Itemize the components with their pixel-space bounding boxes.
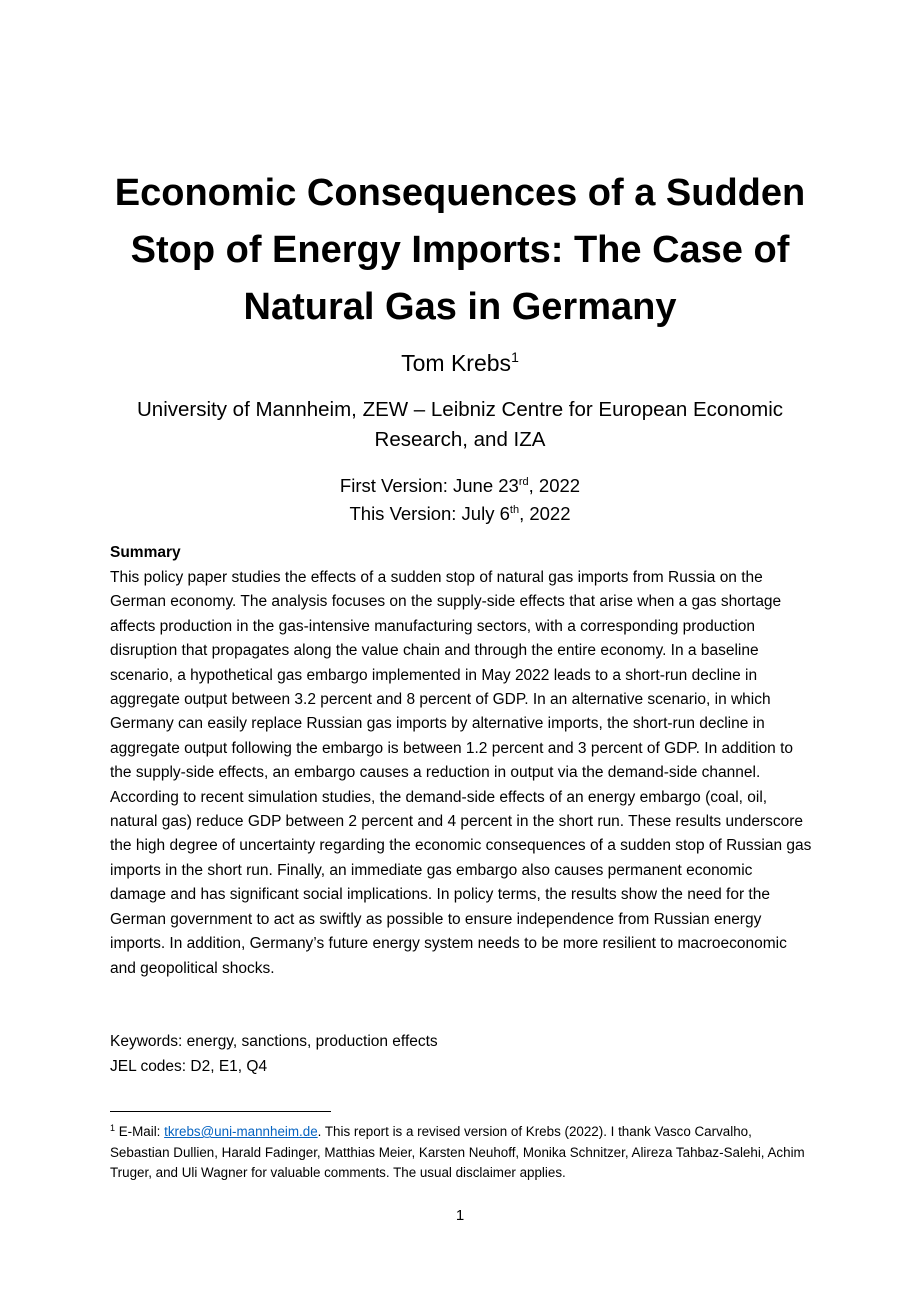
footnote-text: . This report is a revised version of Krebs (2022). I thank Vasco Carvalho, Sebastian Dullien, Harald Fadinger, Matthias Meier, Karsten Neuhoff, Monika Schnitzer, Alireza Tahbaz-Salehi, Achim Truger, and Uli Wagner for valuable comments. The usual disclaimer applies. (110, 1124, 805, 1180)
this-version-ordinal: th (509, 504, 520, 516)
author-name: Tom Krebs (401, 350, 512, 376)
this-version-year: , 2022 (519, 503, 571, 524)
jel-codes-line: JEL codes: D2, E1, Q4 (110, 1058, 268, 1075)
first-version-prefix: First Version: June 23 (339, 475, 519, 496)
author-footnote-mark: 1 (511, 349, 519, 365)
first-version-line (80, 472, 840, 500)
footnote-separator (110, 1111, 331, 1112)
summary-paragraph: This policy paper studies the effects of a sudden stop of natural gas imports from Russia on the German economy. The analysis focuses on the supply-side effects that arise when a gas shortage affects production in the gas-intensive manufacturing sectors, with a corresponding production disruption that propagates along the value chain and through the entire economy. In a baseline scenario, a hypothetical gas embargo implemented in May 2022 leads to a short-run decline in aggregate output between 3.2 percent and 8 percent of GDP. In an alternative scenario, in which Germany can easily replace Russian gas imports by alternative imports, the short-run decline in aggregate output following the embargo is between 1.2 percent and 3 percent of GDP. In addition to the supply-side effects, an embargo causes a reduction in output via the demand-side channel. According to recent simulation studies, the demand-side effects of an energy embargo (coal, oil, natural gas) reduce GDP between 2 percent and 4 percent in the short run. These results underscore the high degree of uncertainty regarding the economic consequences of a sudden stop of Russian gas imports in the short run. Finally, an immediate gas embargo also causes permanent economic damage and has significant social implications. In policy terms, the results show the need for the German government to act as swiftly as possible to ensure independence from Russian energy imports. In addition, Germany’s future energy system needs to be more resilient to macroeconomic and geopolitical shocks. (110, 569, 812, 977)
keywords-line: Keywords: energy, sanctions, production effects (110, 1033, 438, 1050)
author-email-link[interactable]: tkrebs@uni-mannheim.de (164, 1124, 318, 1139)
this-version-line (80, 500, 840, 528)
summary-heading: Summary (110, 544, 181, 561)
this-version-prefix: This Version: July 6 (349, 503, 510, 524)
author-affiliation: University of Mannheim, ZEW – Leibniz Centre for European Economic Research, and IZA (136, 398, 784, 451)
footnote-email-label: E-Mail: (115, 1124, 165, 1139)
paper-title: Economic Consequences of a Sudden Stop of Energy Imports: The Case of Natural Gas in Germany (114, 172, 806, 328)
author-line (80, 346, 840, 380)
first-version-year: , 2022 (528, 475, 581, 496)
first-version-ordinal: rd (518, 476, 529, 488)
footnote-mark: 1 (110, 1123, 116, 1133)
footnote (110, 1122, 812, 1184)
page-number: 1 (455, 1207, 465, 1224)
version-dates (80, 472, 840, 528)
